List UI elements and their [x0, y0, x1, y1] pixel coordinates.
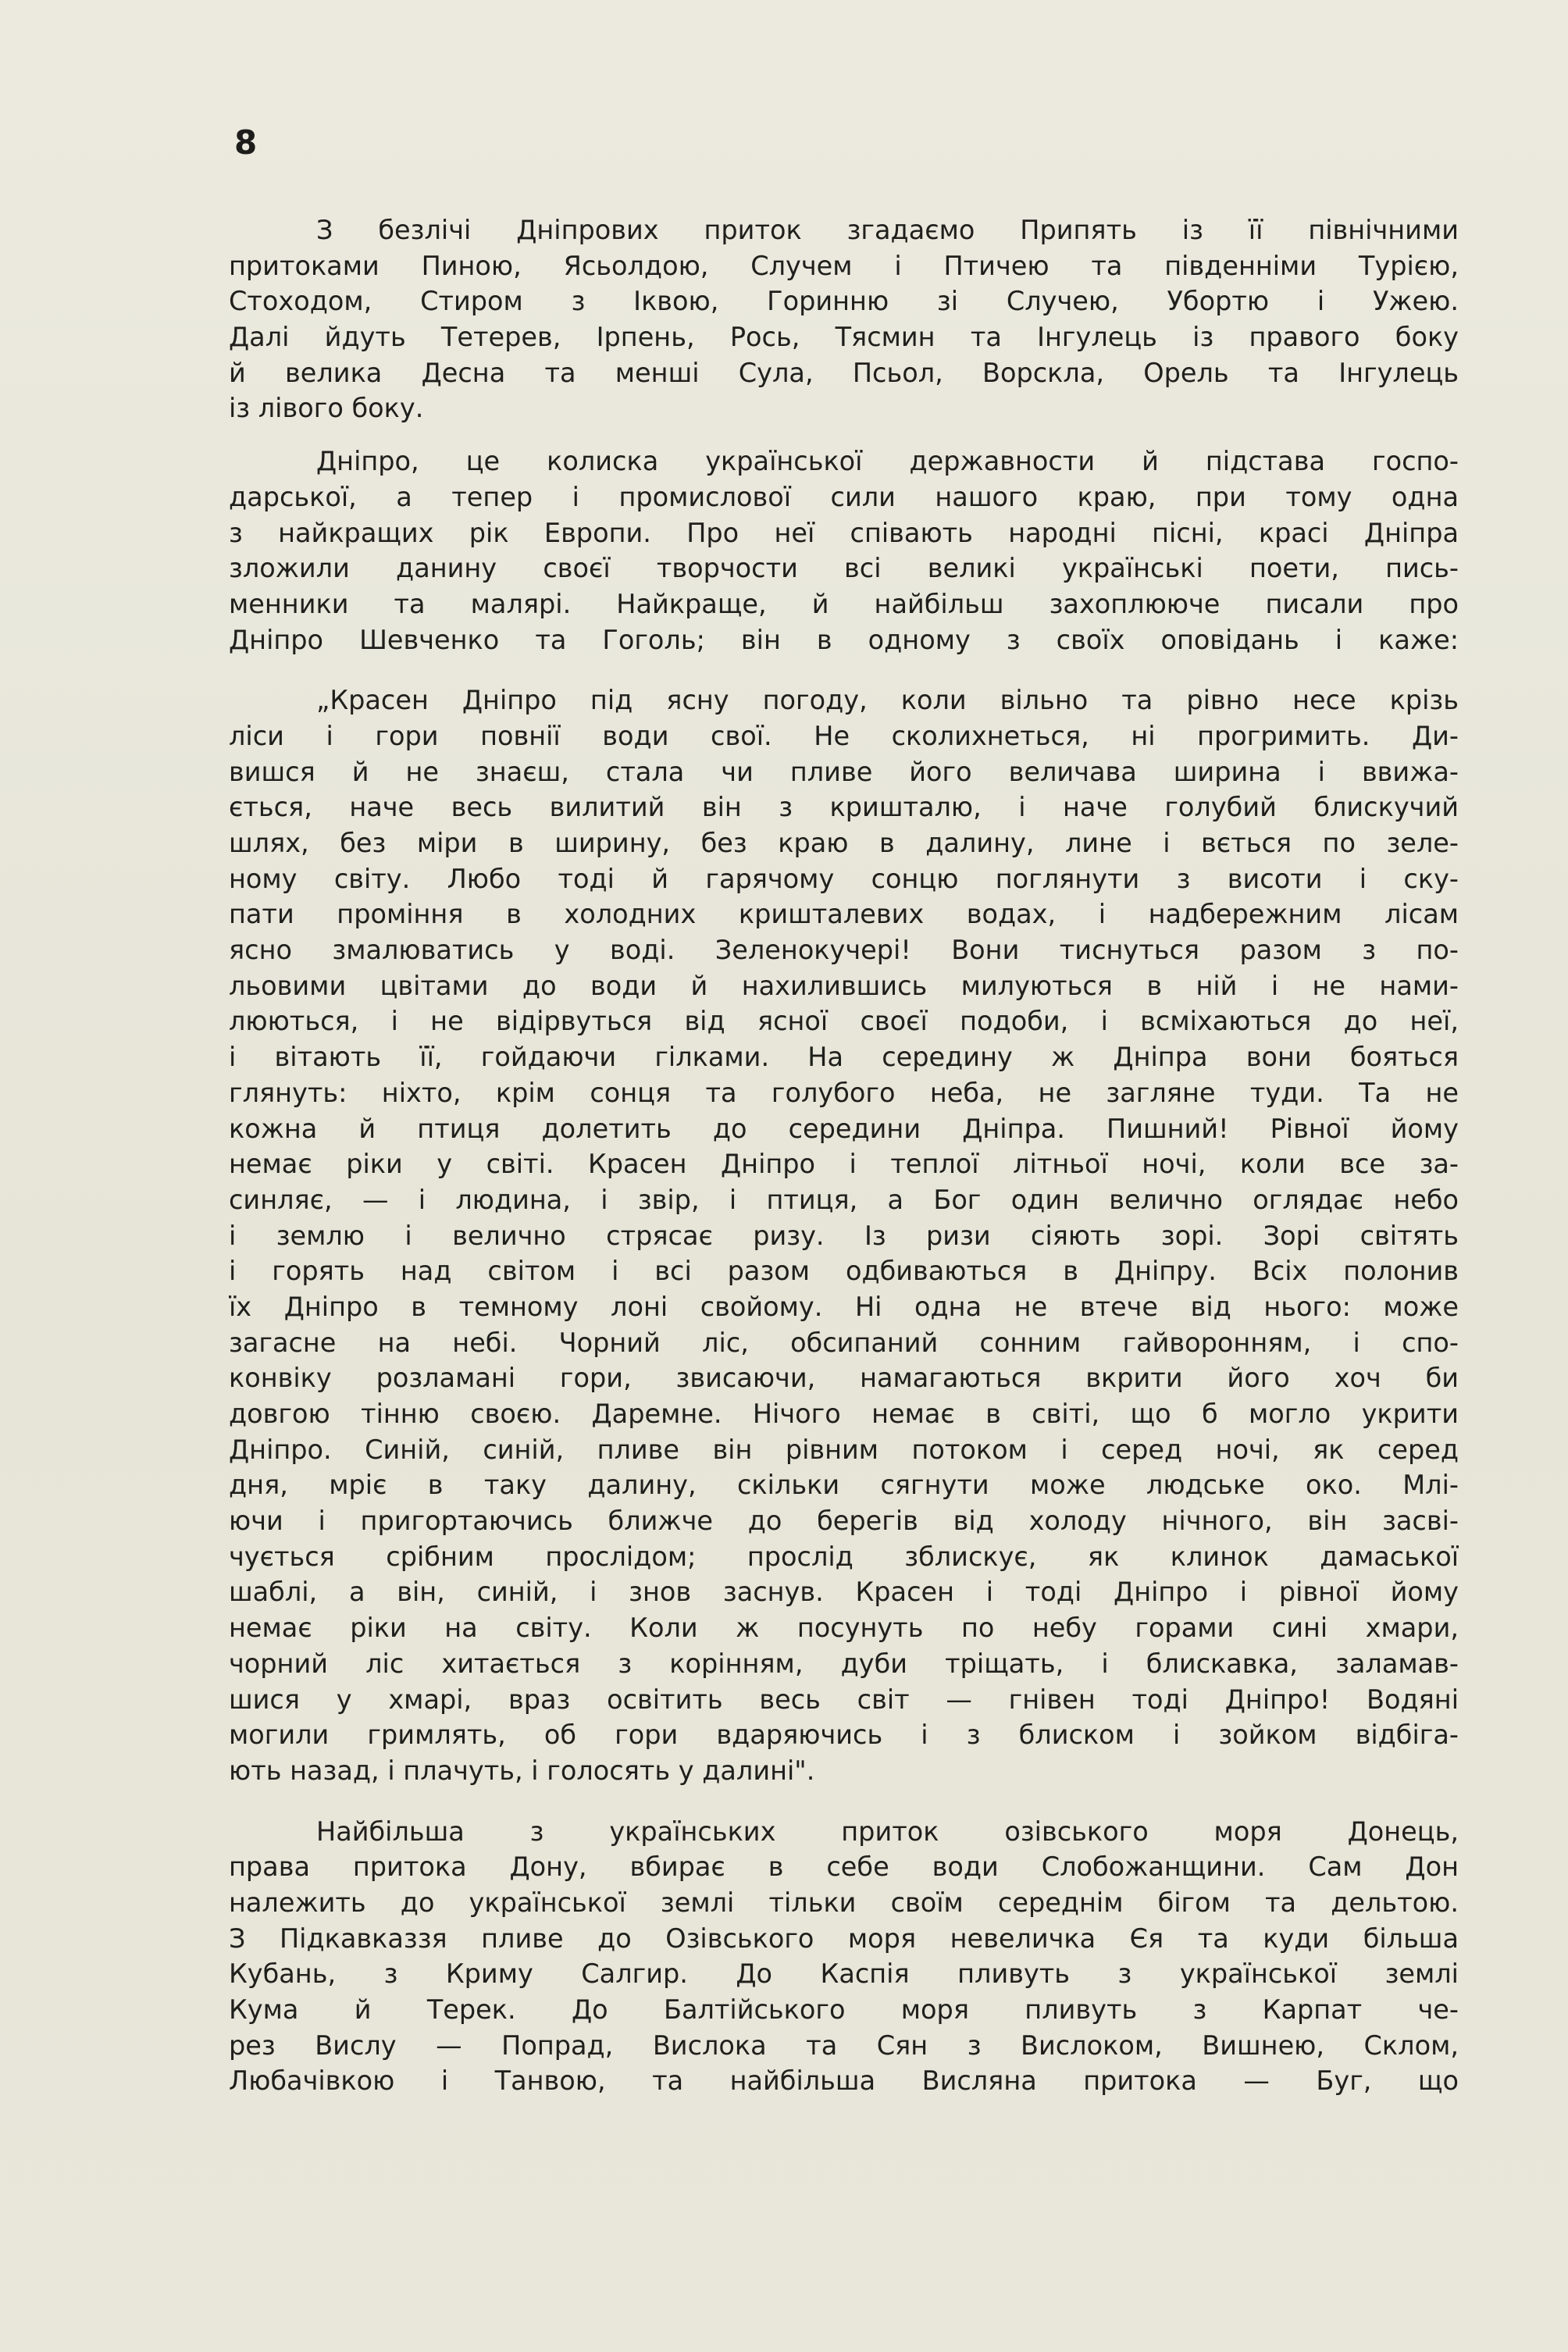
text-line: і землю і велично стрясає ризу. Із ризи сіяють зорі. Зорі світять	[229, 1220, 1459, 1251]
text-line: ється, наче весь вилитий він з кришталю, і наче голубий блискучий	[229, 792, 1459, 823]
text-line: Стоходом, Стиром з Іквою, Горинню зі Случею, Убортю і Ужею.	[229, 286, 1459, 317]
text-line: люються, і не відірвуться від ясної своєї подоби, і всміхаються до неї,	[229, 1006, 1459, 1037]
text-line: Далі йдуть Тетерев, Ірпень, Рось, Тясмин та Інгулець із правого боку	[229, 322, 1459, 353]
text-line: конвіку розламані гори, звисаючи, намагаються вкрити його хоч би	[229, 1363, 1459, 1394]
text-line: загасне на небі. Чорний ліс, обсипаний сонним гайворонням, і спо-	[229, 1327, 1459, 1358]
text-line: і горять над світом і всі разом одбиваються в Дніпру. Всіх полонив	[229, 1256, 1459, 1287]
text-line: Дніпро, це колиска української державности й підстава госпо-	[316, 446, 1459, 477]
text-line: ному світу. Любо тоді й гарячому сонцю поглянути з висоти і ску-	[229, 863, 1459, 894]
text-line: ючи і пригортаючись ближче до берегів від холоду нічного, він засві-	[229, 1506, 1459, 1537]
text-line: могили гримлять, об гори вдаряючись і з блиском і зойком відбіга-	[229, 1719, 1459, 1751]
text-line: шлях, без міри в ширину, без краю в далину, лине і вється по зеле-	[229, 828, 1459, 858]
text-line: пати проміння в холодних кришталевих водах, і надбережним лісам	[229, 899, 1459, 930]
text-line: З Підкавказзя пливе до Озівського моря невеличка Єя та куди більша	[229, 1923, 1459, 1954]
text-line: із лівого боку.	[229, 393, 424, 424]
paragraph-dnipro	[229, 444, 1459, 657]
paragraph-donets	[229, 1814, 1459, 2100]
text-line: ліси і гори повнії води свої. Не сколихнеться, ні прогримить. Ди-	[229, 720, 1459, 751]
text-line: дарської, а тепер і промислової сили нашого краю, при тому одна	[229, 481, 1459, 512]
page-number: 8	[234, 123, 258, 162]
text-line: зложили данину своєї творчости всі великі українські поети, пись-	[229, 553, 1459, 584]
text-line: Кубань, з Криму Салгир. До Каспія пливуть з української землі	[229, 1958, 1459, 1990]
text-line: дня, мріє в таку далину, скільки сягнути може людське око. Млі-	[229, 1470, 1459, 1501]
paragraph-spacer	[229, 426, 1459, 444]
text-line: чується срібним прослідом; прослід зблискує, як клинок дамаської	[229, 1541, 1459, 1572]
text-line: немає ріки на світу. Коли ж посунуть по небу горами сині хмари,	[229, 1613, 1459, 1644]
text-line: їх Дніпро в темному лоні свойому. Ні одна не втече від нього: може	[229, 1291, 1459, 1322]
text-line: Любачівкою і Танвою, та найбільша Висляна притока — Буг, що	[229, 2065, 1459, 2097]
text-line: й велика Десна та менші Сула, Псьол, Ворскла, Орель та Інгулець	[229, 357, 1459, 388]
text-line: належить до української землі тільки своїм середнім бігом та дельтою.	[229, 1887, 1459, 1918]
text-line: ясно змалюватись у воді. Зеленокучері! Вони тиснуться разом з по-	[229, 935, 1459, 966]
paragraph-rivers	[229, 212, 1459, 426]
text-line: вишся й не знаєш, стала чи пливе його величава ширина і ввижа-	[229, 756, 1459, 787]
gogol-quote	[229, 682, 1459, 1788]
text-line: глянуть: ніхто, крім сонця та голубого неба, не загляне туди. Та не	[229, 1077, 1459, 1108]
text-line: шися у хмарі, враз освітить весь світ — гнівен тоді Дніпро! Водяні	[229, 1684, 1459, 1715]
text-line: рез Вислу — Попрад, Вислока та Сян з Вислоком, Вишнею, Склом,	[229, 2029, 1459, 2061]
text-line: синляє, — і людина, і звір, і птиця, а Бог один велично оглядає небо	[229, 1184, 1459, 1215]
text-line: З безлічі Дніпрових приток згадаємо Припять із її північними	[316, 215, 1459, 245]
text-line: Кума й Терек. До Балтійського моря пливуть з Карпат че-	[229, 1994, 1459, 2025]
text-line: Дніпро. Синій, синій, пливе він рівним потоком і серед ночі, як серед	[229, 1434, 1459, 1465]
text-line: чорний ліс хитається з корінням, дуби тріщать, і блискавка, заламав-	[229, 1648, 1459, 1679]
text-line: льовими цвітами до води й нахилившись милуються в ній і не нами-	[229, 970, 1459, 1001]
text-line: кожна й птиця долетить до середини Дніпра. Пишний! Рівної йому	[229, 1113, 1459, 1144]
text-line: Найбільша з українських приток озівського моря Донець,	[316, 1816, 1459, 1847]
text-line: притоками Пиною, Ясьолдою, Случем і Птичею та південніми Турією,	[229, 250, 1459, 281]
paragraph-spacer	[229, 1789, 1459, 1814]
text-line: шаблі, а він, синій, і знов заснув. Красен і тоді Дніпро і рівної йому	[229, 1577, 1459, 1608]
text-line: з найкращих рік Европи. Про неї співають народні пісні, красі Дніпра	[229, 517, 1459, 548]
text-line: ють назад, і плачуть, і голосять у далині".	[229, 1755, 815, 1786]
paragraph-spacer	[229, 657, 1459, 682]
text-line: довгою тінню своєю. Даремне. Нічого немає в світі, що б могло укрити	[229, 1399, 1459, 1429]
text-line: немає ріки у світі. Красен Дніпро і теплої літньої ночі, коли все за-	[229, 1149, 1459, 1180]
text-line: „Красен Дніпро під ясну погоду, коли вільно та рівно несе крізь	[316, 685, 1459, 716]
text-line: і вітають її, гойдаючи гілками. На середину ж Дніпра вони бояться	[229, 1042, 1459, 1073]
text-line: Дніпро Шевченко та Гоголь; він в одному з своїх оповідань і каже:	[229, 624, 1459, 655]
text-line: менники та малярі. Найкраще, й найбільш захоплююче писали про	[229, 588, 1459, 619]
text-line: права притока Дону, вбирає в себе води Слобожанщини. Сам Дон	[229, 1851, 1459, 1883]
page-body-text	[229, 212, 1459, 2099]
